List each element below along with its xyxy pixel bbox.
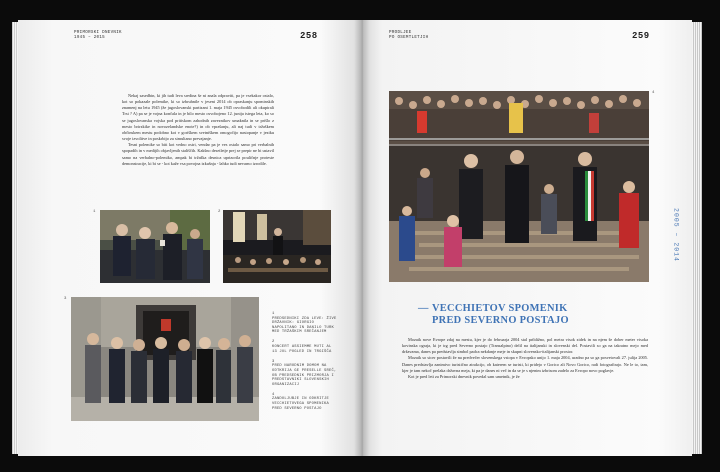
left-paragraph-1: Nekaj sasedbin, ki jih tudi leva sredina še ni znala odpraviti, pa je vsekakor ostalo, kot so pokazale polemike, ki so izbruhnile v jeseni 2014 ob opraskanju spominskih znamenj na letu 1945 (že jugoslovanski partizani 1. maja 1945 osvobodili ali okupirali Trst ? A) pa se je vojna končala in je bilo mesto osvobojeno 12. junija istega leta, ko so se jugoslovanska vojska pod pritiskom zahodnih zaveznikov umaknila in se prišlo z mesto brirzkike in novozelandske enote?) in ob vprašanju, ali naj tudi v tržaškem občinskem mestu podobno kot v goriškem svetniškem omogočijo nastopanje v jeziku svoje izvolitve in poskrbijo za simultano prevajanje. — [122, 93, 274, 142]
caption-2-number: 2 — [272, 340, 275, 345]
right-body-text — [402, 337, 648, 380]
caption-1-text: PREDSEDNIKI ZDA LEVE: ŽIVE DRŽAVNIK: GIORGIO NAPOLITANO IN DANILO TURK MED TRŽAŠKIM SREČANJEM — [272, 316, 337, 335]
side-years-label — [671, 205, 681, 265]
right-header-line1: PRODLJEE — [389, 31, 412, 35]
photo-narodni-dom — [71, 297, 259, 421]
caption-list — [272, 312, 338, 417]
photo-vecchiet-crowd — [389, 91, 649, 282]
caption-3 — [272, 360, 338, 388]
photo-napolitano-turk — [100, 210, 210, 283]
right-paragraph-1: Mozaik nove Evrope zdaj na mestu, kjer je do februarja 2004 stal približno, pol metra visok zidek in na njem še dober meter visoka kovinska ograja, ki je trg pred Severno postajo (Transalpino) delil na italijanski in slovenski del. Postavili so ga na takratno mejo med državama, danes pa predstavlja simbol padca nekdanje meje in skupni slovensko-italijanski prostor. — [402, 337, 648, 355]
photo-2-number: 2 — [218, 210, 221, 214]
photo-concert — [223, 210, 331, 283]
caption-3-number: 3 — [272, 359, 275, 364]
caption-4-number: 4 — [272, 392, 275, 397]
page-edges-right — [692, 22, 702, 454]
right-paragraph-2: Mozaik so sicer postavili že na predvečer slovenskega vstopa v Evropsko unijo 1. maja 2004, uradno pa so ga posvetovali 27. julija 2005. Danes predstavlja zanimivo turistično atrakcijo, ob katerem se turisti, ki pridejo v Gorico ali Novo Gorico, radi fotografirajo. Ne le to, tam, kjer je tam nekoč prelaka državna meja, ki pa je danes ni več in da se je s njenim izbrisom zadelo za Evropo novo poglavje. — [402, 355, 648, 373]
photo-1-number: 1 — [93, 210, 96, 214]
caption-4 — [272, 393, 338, 411]
caption-3-text: PRED NARODNIM DOMOM NA ODTKRIJA GE PRESELLE SREČ, OB PREDSEDNIK PRIZMORJA I PREDSTAVNIKI SLOVENSKIH ORGANIZACIJ — [272, 364, 337, 387]
left-paragraph-2: Tesni polemike so biti kot vedno ostri, vendar pa je ves ostalo samo pri verbalnih spopadih in v medijih objavljenih stališčih. Kakšno desetletje prej se prepir ne bi ustavil samo na verbalno-polemiko, ampak bi tržaška desnica uprizorila pouličnje proteste demonstracije, ki bi se - kot kaže vsa povojna izkušnja - lahko tudi nevarno izrodile. — [122, 142, 274, 166]
caption-2 — [272, 340, 338, 354]
right-page-number: 259 — [632, 31, 650, 41]
article-headline — [418, 303, 622, 327]
right-header-label — [389, 31, 428, 41]
photo-4-number: 4 — [652, 91, 655, 95]
caption-1-number: 1 — [272, 312, 275, 316]
headline-line2: PRED SEVERNO POSTAJO — [432, 315, 569, 327]
right-header-line2: PO OSEMTLETJIH — [389, 36, 429, 41]
caption-4-text: ZANDOLJUBJE IN ODKRITJE VECCHIETOVEGA SPOMENIKA PRED SEVERNO POSTAJO — [272, 397, 330, 411]
side-years-text: 2005 – 2014 — [672, 208, 680, 262]
right-paragraph-3: Kot je pred leti za Primorski dnevnik povedal sam umetnik, je že — [408, 373, 520, 379]
left-header-label — [74, 31, 122, 41]
headline-line1: VECCHIETOV SPOMENIK — [432, 303, 568, 314]
caption-1 — [272, 312, 338, 335]
book-gutter — [354, 20, 370, 456]
left-page-number: 258 — [300, 31, 318, 41]
left-header-line1: PRIMORSKI DNEVNIK — [74, 31, 122, 35]
left-body-text — [122, 93, 274, 167]
photo-3-number: 3 — [64, 297, 67, 301]
left-header-line2: 1945 – 2015 — [74, 36, 105, 41]
headline-dash: — — [418, 303, 429, 314]
caption-2-text: KONCERT ASSIEMME MUTI AL 13 JUL POGLED IN TRGIŠČA — [272, 345, 332, 354]
